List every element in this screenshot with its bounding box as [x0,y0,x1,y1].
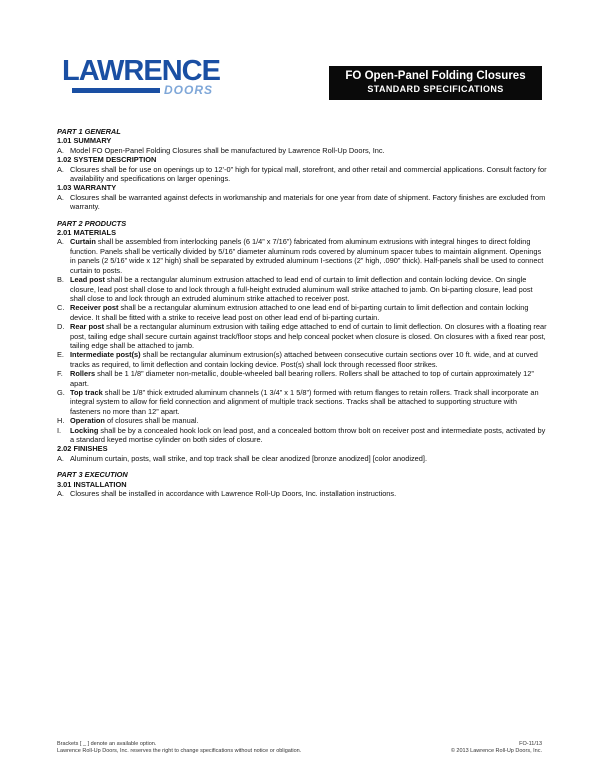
item-label: D. [57,322,65,332]
item-term: Operation [70,416,105,426]
part-heading: PART 1 GENERAL [57,127,121,136]
item-text [70,416,547,425]
item-body: shall be by a concealed hook lock on lead post, and a concealed bottom throw bolt on receiver post and intermediate posts, activated by a standard keyed mortise cylinder on both sides of closure. [70,425,546,444]
spec-item [57,303,547,322]
item-label: C. [57,303,65,313]
footer-notes [57,741,301,755]
part-heading: PART 3 EXECUTION [57,470,128,480]
item-text [70,303,547,322]
item-term: Curtain [70,237,96,247]
spec-item [57,322,547,350]
copyright-notice: © 2013 Lawrence Roll-Up Doors, Inc. [450,748,542,754]
item-body: shall be a rectangular aluminum extrusion attached to one lead end of bi-parting curtain to limit deflection and contain locking device. It shall be fitted with a strike to receive lead post on other lead end of bi-parting curtain. [70,303,529,322]
spec-item [57,275,547,303]
item-body: shall be assembled from interlocking panels (6 1/4” x 7/16”) fabricated from aluminum extrusions with integral hinges to direct folding function. Panels shall be vertically divided by 5/16” diameter aluminum rods covered by aluminum spacer tubes to maintain alignment. Openings in panels (2 5/16” wide x 12” high) shall be separated by extruded aluminum I-sections (2” high, .090” thick). Half-panels shall be used to connect curtain to posts. [70,237,544,275]
spec-item [57,416,547,425]
item-body: of closures shall be manual. [104,416,199,426]
spec-item [57,454,547,463]
logo-wordmark: LAWRENCE [62,55,220,87]
item-text: Aluminum curtain, posts, wall strike, and top track shall be clear anodized [bronze anodized] [color anodized]. [70,453,427,463]
section-heading: 1.01 SUMMARY [57,136,112,146]
item-label: A. [57,237,64,247]
part-heading: PART 2 PRODUCTS [57,218,127,228]
section-heading: 1.03 WARRANTY [57,183,117,193]
item-label: A. [57,145,64,155]
item-text [70,322,547,350]
item-label: E. [57,350,64,360]
spec-item [57,146,547,155]
spec-item [57,350,547,369]
item-body: shall be rectangular aluminum extrusion(s) attached between consecutive curtain sections over 10 ft. wide, and at curved tracks as required, to limit deflection and contain locking device. Post(s) shall lock through recessed floor strikes. [70,350,538,369]
spec-item [57,489,547,498]
item-label: H. [57,416,65,426]
item-text [70,237,547,275]
document-subtitle: STANDARD SPECIFICATIONS [367,84,504,94]
document-title: FO Open-Panel Folding Closures [345,70,526,82]
spec-item [57,165,547,184]
item-label: A. [57,164,64,174]
item-body: shall be a rectangular aluminum extrusion with tailing edge attached to end of curtain to limit deflection. On closures with a floating rear post, tailing edge shall secure curtain against track/floor stops and help conceal pocket when closure is closed. On closures with a fixed rear post, tailing edge shall be attached to jamb. [70,322,547,350]
item-text [70,350,547,369]
spec-item [57,237,547,275]
spec-item [57,426,547,445]
company-logo [62,56,242,100]
item-term: Top track [70,387,103,397]
item-body: shall be a rectangular aluminum extrusion attached to lead end of curtain to limit deflection and contain locking device. On single closure, lead post shall close to and lock through a full-height extruded aluminum wall strike attached to jamb. On bi-parting closure, lead post shall close to and lock through an extruded aluminum strike attached to receiver post. [70,275,533,303]
item-text: Model FO Open-Panel Folding Closures shall be manufactured by Lawrence Roll-Up Doors, Inc. [70,145,385,155]
item-text [70,426,547,445]
item-term: Receiver post [70,303,119,313]
section-heading: 2.02 FINISHES [57,444,108,454]
spec-item [57,388,547,416]
footer-disclaimer: Lawrence Roll-Up Doors, Inc. reserves the right to change specifications without notice or obligation. [57,748,302,754]
item-text [70,388,547,416]
item-body: shall be 1 1/8” diameter non-metallic, double-wheeled ball bearing rollers. Rollers shall be attached to top of curtain approximately 12” apart. [70,369,534,388]
item-label: B. [57,275,64,285]
item-label: F. [57,369,63,379]
section-heading: 3.01 INSTALLATION [57,479,127,489]
item-text: Closures shall be warranted against defects in workmanship and materials for one year from date of shipment. Factory finishes are excluded from warranty. [70,192,546,212]
logo-subword: DOORS [164,83,214,97]
item-label: G. [57,387,65,397]
item-text: Closures shall be for use on openings up to 12’-0” high for typical mall, storefront, and other retail and commercial applications. Consult factory for availability and specifications on larger openings. [70,164,547,184]
item-body: shall be 1/8” thick extruded aluminum channels (1 3/4” x 1 5/8”) formed with return flanges to retain rollers. Track shall incorporate an integral system to allow for field connection and alignment of multiple track sections. Tracks shall be attached to supporting structure with fasteners no more than 12” apart. [70,387,539,416]
logo-underline [72,88,160,93]
item-label: A. [57,453,64,463]
item-term: Intermediate post(s) [70,350,141,360]
document-code: FO-11/13 [519,741,542,747]
item-term: Rear post [70,322,105,332]
section-heading: 1.02 SYSTEM DESCRIPTION [57,155,157,165]
item-term: Locking [70,425,99,435]
item-label: A. [57,192,64,202]
item-text [70,369,547,388]
spec-item [57,369,547,388]
item-term: Rollers [70,369,96,379]
item-label: A. [57,489,64,499]
footer-info [451,741,542,755]
spec-item [57,193,547,212]
item-text: Closures shall be installed in accordance with Lawrence Roll-Up Doors, Inc. installation instructions. [70,489,397,499]
footer-bracket-note: Brackets [ _ ] denote an available option. [57,741,157,747]
item-label: I. [57,425,62,435]
item-term: Lead post [70,275,105,285]
title-banner [329,66,542,100]
item-text [70,275,547,303]
section-heading: 2.01 MATERIALS [57,228,116,238]
specification-body [57,127,547,498]
